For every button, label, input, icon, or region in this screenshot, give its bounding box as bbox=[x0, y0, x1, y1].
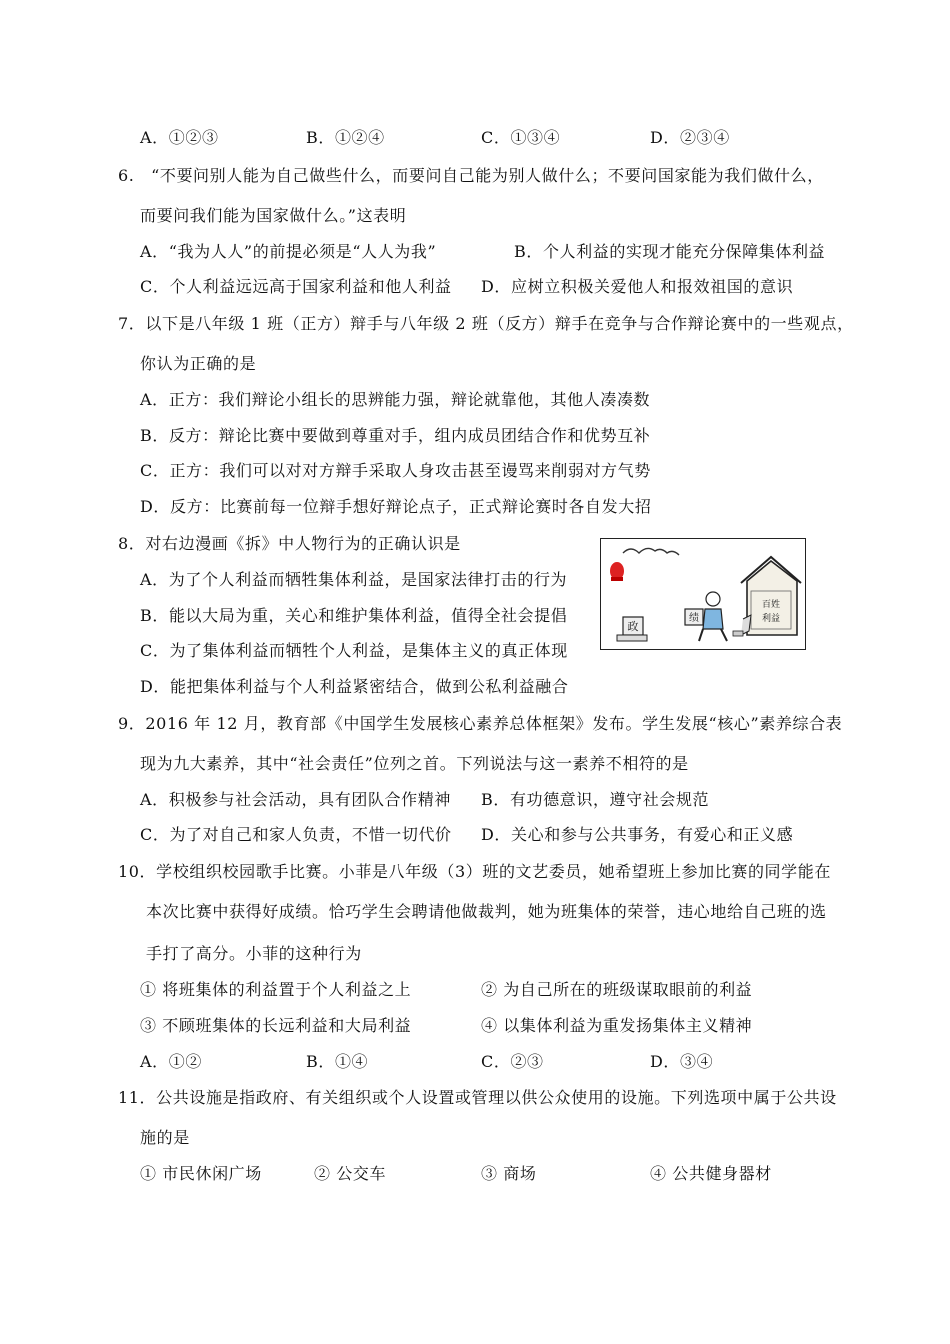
q7-option-b: B．反方：辩论比赛中要做到尊重对手，组内成员团结合作和优势互补 bbox=[140, 426, 651, 445]
q11-stem-line2: 施的是 bbox=[140, 1128, 190, 1147]
q11-item-4: ④ 公共健身器材 bbox=[650, 1164, 772, 1183]
q6-option-c: C．个人利益远远高于国家利益和他人利益 bbox=[140, 277, 452, 296]
q8-option-b: B．能以大局为重，关心和维护集体利益，值得全社会提倡 bbox=[140, 606, 568, 625]
q11-item-3: ③ 商场 bbox=[481, 1164, 537, 1183]
q6-option-b: B．个人利益的实现才能充分保障集体利益 bbox=[514, 242, 826, 261]
q10-item-1: ① 将班集体的利益置于个人利益之上 bbox=[140, 980, 412, 999]
q10-item-2: ② 为自己所在的班级谋取眼前的利益 bbox=[481, 980, 753, 999]
q11-stem-line1: 11．公共设施是指政府、有关组织或个人设置或管理以供公众使用的设施。下列选项中属于公共设 bbox=[118, 1088, 837, 1107]
q10-stem-line3: 手打了高分。小菲的这种行为 bbox=[146, 944, 362, 963]
cartoon-drawing bbox=[601, 539, 805, 649]
q6-option-a: A．“我为人人”的前提必须是“人人为我” bbox=[140, 242, 437, 261]
q6-option-d: D．应树立积极关爱他人和报效祖国的意识 bbox=[481, 277, 794, 296]
q9-option-c: C．为了对自己和家人负责，不惜一切代价 bbox=[140, 825, 452, 844]
held-brick-label: 绩 bbox=[689, 613, 699, 624]
q10-option-b: B．①④ bbox=[306, 1052, 369, 1071]
q7-option-c: C．正方：我们可以对对方辩手采取人身攻击甚至谩骂来削弱对方气势 bbox=[140, 461, 651, 480]
q9-stem-line1: 9．2016 年 12 月，教育部《中国学生发展核心素养总体框架》发布。学生发展“核心”素养综合表 bbox=[118, 714, 843, 733]
q7-stem-line1: 7．以下是八年级 1 班（正方）辩手与八年级 2 班（反方）辩手在竞争与合作辩论赛中的一些观点， bbox=[118, 314, 854, 333]
q7-stem-line2: 你认为正确的是 bbox=[140, 354, 257, 373]
q8-option-d: D．能把集体利益与个人利益紧密结合，做到公私利益融合 bbox=[140, 677, 569, 696]
q9-option-b: B．有功德意识，遵守社会规范 bbox=[481, 790, 710, 809]
person-body bbox=[703, 609, 723, 629]
cartoon-illustration bbox=[600, 538, 806, 650]
q8-stem: 8．对右边漫画《拆》中人物行为的正确认识是 bbox=[118, 534, 461, 553]
q6-stem-line2: 而要问我们能为国家做什么。”这表明 bbox=[140, 206, 407, 225]
q5-option-b: B．①②④ bbox=[306, 128, 385, 147]
q5-option-a: A．①②③ bbox=[140, 128, 219, 147]
q11-item-1: ① 市民休闲广场 bbox=[140, 1164, 262, 1183]
q11-item-2: ② 公交车 bbox=[314, 1164, 387, 1183]
q8-option-c: C．为了集体利益而牺牲个人利益，是集体主义的真正体现 bbox=[140, 641, 568, 660]
q5-option-c: C．①③④ bbox=[481, 128, 561, 147]
q9-option-d: D．关心和参与公共事务，有爱心和正义感 bbox=[481, 825, 794, 844]
q9-stem-line2: 现为九大素养，其中“社会责任”位列之首。下列说法与这一素养不相符的是 bbox=[140, 754, 689, 773]
q10-stem-line2: 本次比赛中获得好成绩。恰巧学生会聘请他做裁判，她为班集体的荣誉，违心地给自己班的选 bbox=[146, 902, 827, 921]
q7-option-a: A．正方：我们辩论小组长的思辨能力强，辩论就靠他，其他人凑凑数 bbox=[140, 390, 651, 409]
q10-option-c: C．②③ bbox=[481, 1052, 544, 1071]
q8-option-a: A．为了个人利益而牺牲集体利益，是国家法律打击的行为 bbox=[140, 570, 568, 589]
q5-option-d: D．②③④ bbox=[650, 128, 730, 147]
q7-option-d: D．反方：比赛前每一位辩手想好辩论点子，正式辩论赛时各自发大招 bbox=[140, 497, 652, 516]
q6-stem-line1: 6. “不要问别人能为自己做些什么，而要问自己能为别人做什么；不要问国家能为我们做什么， bbox=[118, 166, 824, 185]
q10-option-d: D．③④ bbox=[650, 1052, 714, 1071]
cartoon-title-scribble bbox=[623, 548, 679, 555]
q10-stem-line1: 10．学校组织校园歌手比赛。小菲是八年级（3）班的文艺委员，她希望班上参加比赛的同学能在 bbox=[118, 862, 831, 881]
q10-item-4: ④ 以集体利益为重发扬集体主义精神 bbox=[481, 1016, 753, 1035]
person-head bbox=[706, 592, 720, 606]
left-brick-label: 政 bbox=[627, 620, 639, 633]
q10-item-3: ③ 不顾班集体的长远利益和大局利益 bbox=[140, 1016, 412, 1035]
house-sign-bottom: 利益 bbox=[761, 614, 781, 624]
q9-option-a: A．积极参与社会活动，具有团队合作精神 bbox=[140, 790, 451, 809]
q10-option-a: A．①② bbox=[140, 1052, 202, 1071]
house-sign-top: 百姓 bbox=[761, 600, 781, 610]
